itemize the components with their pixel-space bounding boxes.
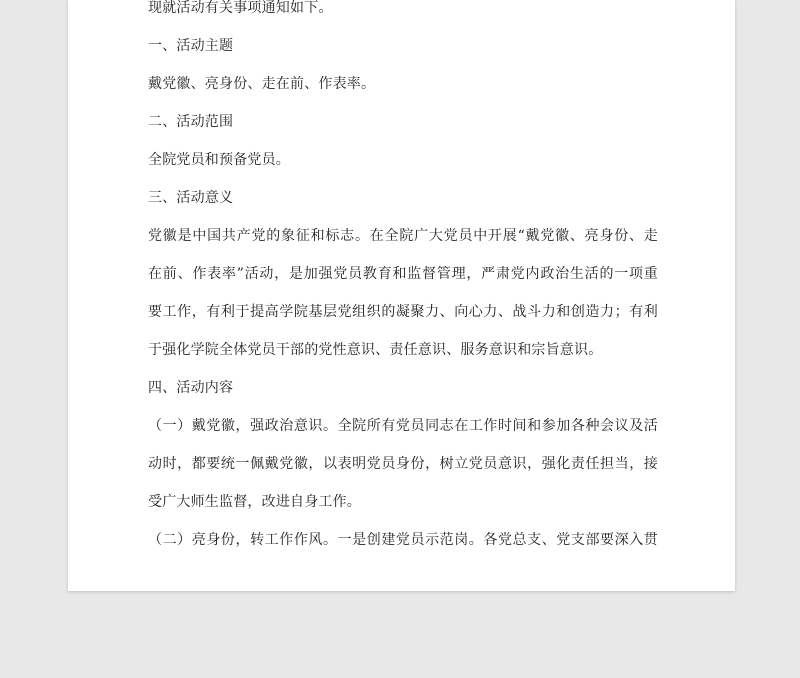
paragraph-line: 在前、作表率”活动，是加强党员教育和监督管理，严肃党内政治生活的一项重 xyxy=(148,266,658,282)
paragraph-line: （二）亮身份，转工作作风。一是创建党员示范岗。各党总支、党支部要深入贯 xyxy=(148,532,658,548)
section-heading-theme: 一、活动主题 xyxy=(148,38,234,54)
paragraph-line: 党徽是中国共产党的象征和标志。在全院广大党员中开展“戴党徽、亮身份、走 xyxy=(148,228,658,244)
document-page xyxy=(68,0,735,591)
paragraph-line: 动时，都要统一佩戴党徽，以表明党员身份，树立党员意识，强化责任担当，接 xyxy=(148,456,658,472)
text-line-theme: 戴党徽、亮身份、走在前、作表率。 xyxy=(148,76,376,92)
section-heading-scope: 二、活动范围 xyxy=(148,114,234,130)
text-line-intro: 现就活动有关事项通知如下。 xyxy=(148,0,333,16)
paragraph-line: 受广大师生监督，改进自身工作。 xyxy=(148,494,361,510)
paragraph-line: 于强化学院全体党员干部的党性意识、责任意识、服务意识和宗旨意识。 xyxy=(148,342,603,358)
paragraph-line: 要工作，有利于提高学院基层党组织的凝聚力、向心力、战斗力和创造力；有利 xyxy=(148,304,658,320)
section-heading-content: 四、活动内容 xyxy=(148,380,234,396)
paragraph-line: （一）戴党徽，强政治意识。全院所有党员同志在工作时间和参加各种会议及活 xyxy=(148,418,658,434)
text-line-scope: 全院党员和预备党员。 xyxy=(148,152,290,168)
section-heading-significance: 三、活动意义 xyxy=(148,190,234,206)
